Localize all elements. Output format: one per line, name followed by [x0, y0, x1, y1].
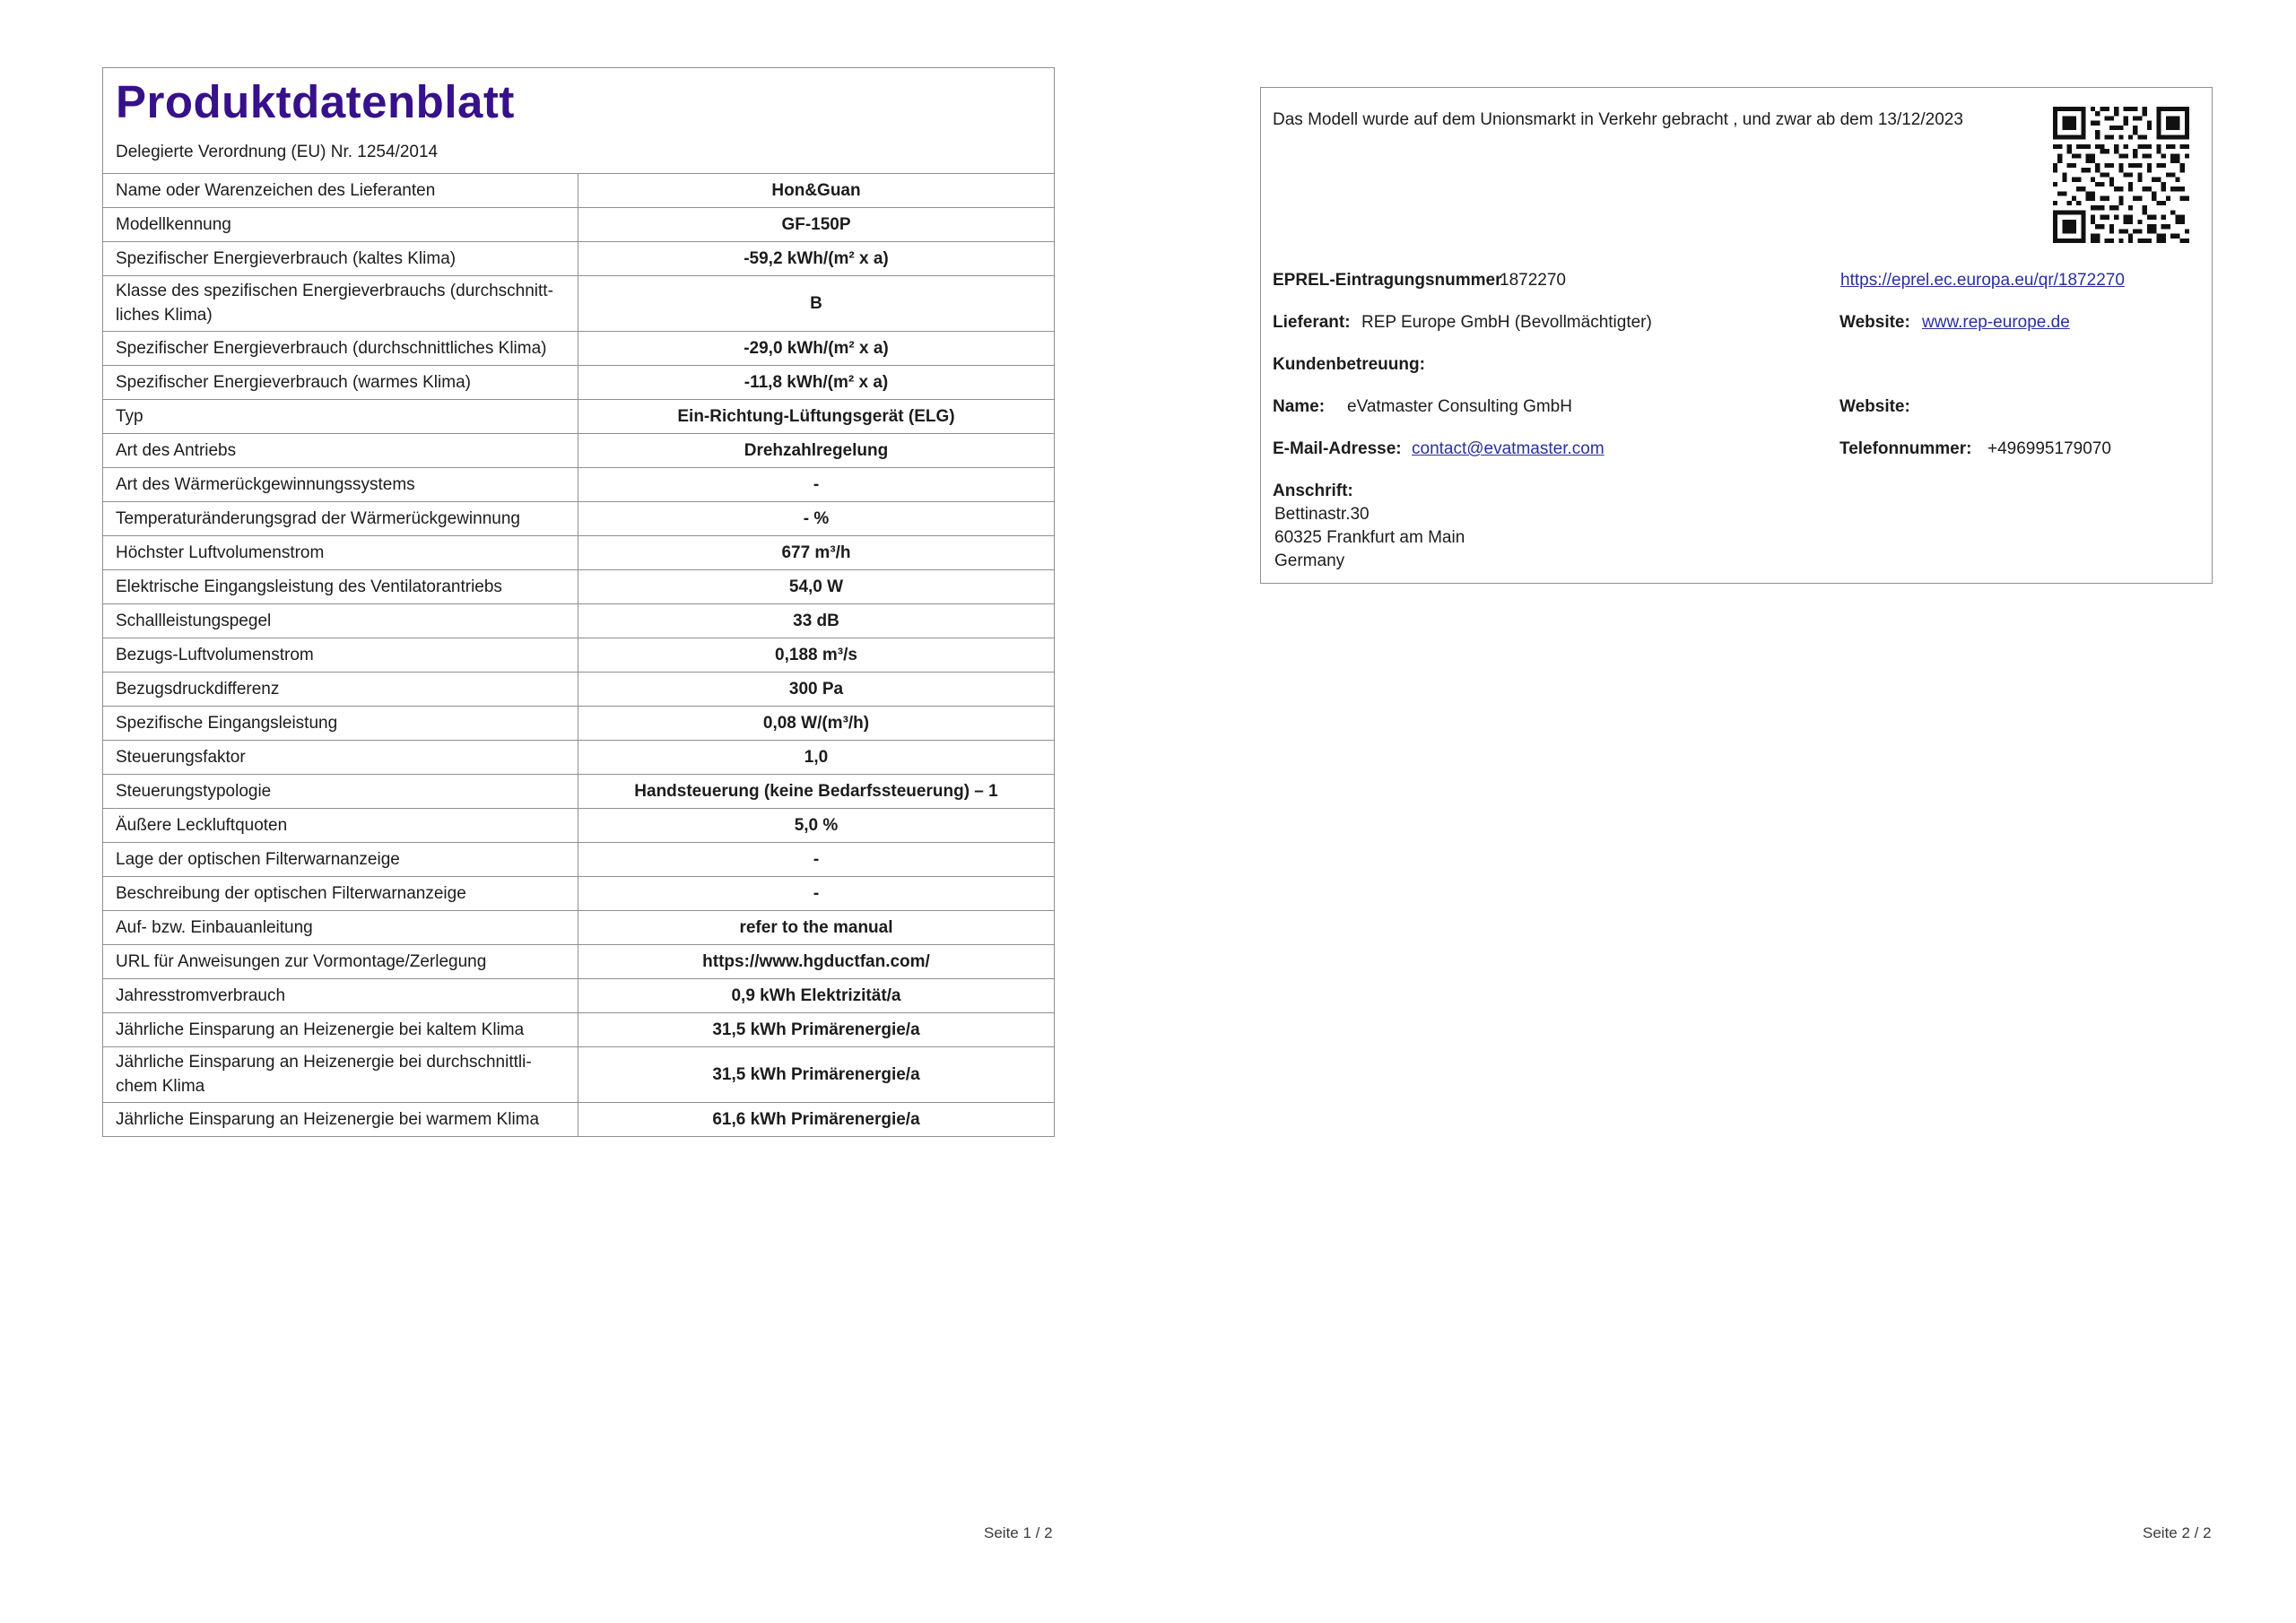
phone-label: Telefonnummer:	[1839, 439, 1972, 458]
spec-label: Spezifischer Energieverbrauch (kaltes Klima)	[103, 242, 578, 276]
spec-value: -	[578, 877, 1055, 911]
spec-label: Klasse des spezifischen Energieverbrauchs (durchschnitt-liches Klima)	[103, 276, 578, 332]
spec-value: -29,0 kWh/(m² x a)	[578, 332, 1055, 366]
spec-label: Schallleistungspegel	[103, 604, 578, 638]
spec-value: https://www.hgductfan.com/	[578, 945, 1055, 979]
page-number-2: Seite 2 / 2	[2143, 1524, 2212, 1541]
table-row	[103, 911, 1054, 945]
spec-label: Elektrische Eingangsleistung des Ventilatorantriebs	[103, 570, 578, 604]
page-title: Produktdatenblatt	[116, 76, 515, 127]
address-label: Anschrift:	[1273, 482, 1353, 500]
spec-label: Höchster Luftvolumenstrom	[103, 536, 578, 570]
spec-value: 1,0	[578, 741, 1055, 775]
spec-value: 33 dB	[578, 604, 1055, 638]
website-link[interactable]: www.rep-europe.de	[1922, 313, 2070, 332]
spec-value: - %	[578, 502, 1055, 536]
spec-value: 300 Pa	[578, 673, 1055, 707]
supplier-label: Lieferant:	[1273, 313, 1351, 332]
spec-label: Jährliche Einsparung an Heizenergie bei durchschnittli-chem Klima	[103, 1047, 578, 1103]
customer-service-label: Kundenbetreuung:	[1273, 355, 1425, 374]
spec-value: B	[578, 276, 1055, 332]
name-label: Name:	[1273, 397, 1326, 416]
email-label: E-Mail-Adresse:	[1273, 439, 1402, 458]
table-row	[103, 809, 1054, 843]
table-row	[103, 945, 1054, 979]
spec-label: Art des Antriebs	[103, 434, 578, 468]
table-row	[103, 673, 1054, 707]
table-row	[103, 604, 1054, 638]
phone-value: +496995179070	[1987, 439, 2111, 458]
name-value: eVatmaster Consulting GmbH	[1347, 397, 1572, 416]
spec-label: Typ	[103, 400, 578, 434]
market-placement-text: Das Modell wurde auf dem Unionsmarkt in Verkehr gebracht , und zwar ab dem 13/12/2023	[1273, 110, 1963, 129]
spec-value: 0,08 W/(m³/h)	[578, 707, 1055, 741]
spec-table	[103, 174, 1054, 1136]
spec-label: Name oder Warenzeichen des Lieferanten	[103, 174, 578, 208]
spec-value: -	[578, 468, 1055, 502]
spec-value: 0,188 m³/s	[578, 638, 1055, 673]
table-row	[103, 242, 1054, 276]
spec-value: Hon&Guan	[771, 180, 861, 200]
table-row	[103, 707, 1054, 741]
spec-value: 61,6 kWh Primärenergie/a	[578, 1103, 1055, 1137]
spec-value: -	[578, 843, 1055, 877]
table-row	[103, 843, 1054, 877]
website2-label: Website:	[1839, 397, 1910, 416]
spec-label: Bezugsdruckdifferenz	[103, 673, 578, 707]
spec-value: 5,0 %	[578, 809, 1055, 843]
table-row	[103, 741, 1054, 775]
spec-label: Beschreibung der optischen Filterwarnanzeige	[103, 877, 578, 911]
website-label: Website:	[1839, 313, 1910, 332]
eprel-label: EPREL-Eintragungsnummer	[1273, 271, 1502, 290]
eprel-link[interactable]: https://eprel.ec.europa.eu/qr/1872270	[1840, 271, 2125, 290]
table-row	[103, 877, 1054, 911]
sheet-header	[103, 68, 1054, 174]
table-row	[103, 434, 1054, 468]
table-row	[103, 332, 1054, 366]
table-row	[103, 1103, 1054, 1137]
table-row	[103, 1047, 1054, 1103]
table-row	[103, 502, 1054, 536]
table-row	[103, 174, 1054, 208]
product-data-sheet	[102, 67, 1055, 1137]
spec-label: Spezifischer Energieverbrauch (durchschnittliches Klima)	[103, 332, 578, 366]
spec-label: Äußere Leckluftquoten	[103, 809, 578, 843]
table-row	[103, 366, 1054, 400]
email-link[interactable]: contact@evatmaster.com	[1412, 439, 1605, 458]
spec-label: Temperaturänderungsgrad der Wärmerückgewinnung	[103, 502, 578, 536]
spec-value: 677 m³/h	[578, 536, 1055, 570]
supplier-info-card	[1260, 87, 2213, 584]
spec-value: 54,0 W	[578, 570, 1055, 604]
spec-value: Drehzahlregelung	[578, 434, 1055, 468]
spec-label: Steuerungsfaktor	[103, 741, 578, 775]
spec-value: refer to the manual	[578, 911, 1055, 945]
spec-value: 0,9 kWh Elektrizität/a	[578, 979, 1055, 1013]
spec-value: 31,5 kWh Primärenergie/a	[578, 1013, 1055, 1047]
qr-code-icon[interactable]	[2053, 107, 2189, 243]
table-row	[103, 570, 1054, 604]
spec-label: Jährliche Einsparung an Heizenergie bei kaltem Klima	[103, 1013, 578, 1047]
spec-value: GF-150P	[578, 208, 1055, 242]
table-row	[103, 468, 1054, 502]
spec-value: -59,2 kWh/(m² x a)	[578, 242, 1055, 276]
spec-label: Modellkennung	[103, 208, 578, 242]
spec-label: Art des Wärmerückgewinnungssystems	[103, 468, 578, 502]
address-line-3: Germany	[1274, 551, 1345, 570]
spec-value: -11,8 kWh/(m² x a)	[578, 366, 1055, 400]
table-row	[103, 775, 1054, 809]
spec-label: Jahresstromverbrauch	[103, 979, 578, 1013]
address-line-2: 60325 Frankfurt am Main	[1274, 528, 1465, 547]
spec-label: Spezifische Eingangsleistung	[103, 707, 578, 741]
table-row	[103, 1013, 1054, 1047]
spec-value: Handsteuerung (keine Bedarfssteuerung) – 1	[578, 775, 1055, 809]
table-row	[103, 536, 1054, 570]
supplier-value: REP Europe GmbH (Bevollmächtigter)	[1361, 313, 1652, 332]
spec-label: Bezugs-Luftvolumenstrom	[103, 638, 578, 673]
spec-label: Jährliche Einsparung an Heizenergie bei warmem Klima	[103, 1103, 578, 1137]
eprel-number: 1872270	[1500, 271, 1566, 290]
spec-label: Spezifischer Energieverbrauch (warmes Klima)	[103, 366, 578, 400]
spec-label: URL für Anweisungen zur Vormontage/Zerlegung	[103, 945, 578, 979]
table-row	[103, 979, 1054, 1013]
page-number-1: Seite 1 / 2	[984, 1524, 1053, 1541]
table-row	[103, 208, 1054, 242]
spec-label: Steuerungstypologie	[103, 775, 578, 809]
spec-label: Lage der optischen Filterwarnanzeige	[103, 843, 578, 877]
spec-label: Auf- bzw. Einbauanleitung	[103, 911, 578, 945]
table-row	[103, 400, 1054, 434]
spec-value: 31,5 kWh Primärenergie/a	[578, 1047, 1055, 1103]
regulation-subtitle: Delegierte Verordnung (EU) Nr. 1254/2014	[116, 143, 439, 161]
table-row	[103, 276, 1054, 332]
address-line-1: Bettinastr.30	[1274, 505, 1370, 524]
spec-value: Ein-Richtung-Lüftungsgerät (ELG)	[578, 400, 1055, 434]
table-row	[103, 638, 1054, 673]
